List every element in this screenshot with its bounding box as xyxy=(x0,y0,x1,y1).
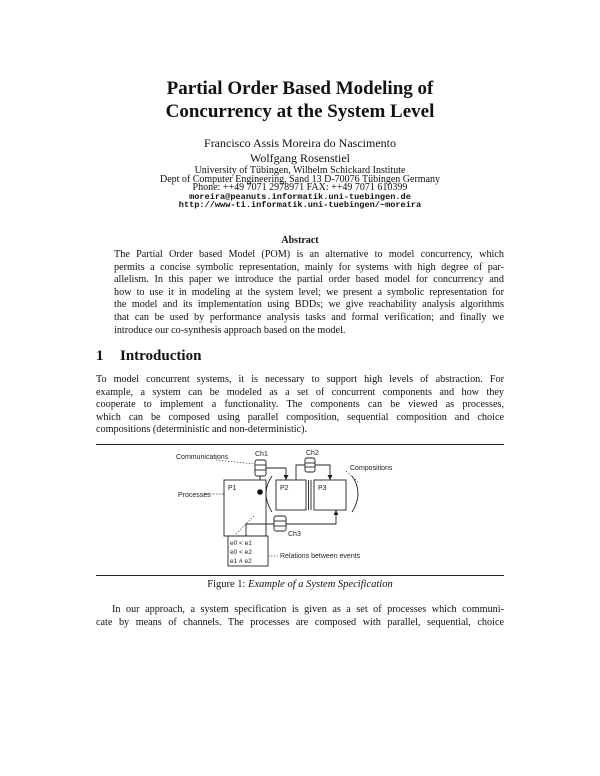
label-p2: P2 xyxy=(280,485,289,492)
figure-caption xyxy=(0,579,600,590)
intro-line: cate by means of channels. The processes are composed with parallel, sequential, choice xyxy=(96,616,504,628)
figure-top-rule xyxy=(96,444,504,445)
author-1: Francisco Assis Moreira do Nascimento xyxy=(204,136,396,150)
label-relations: Relations between events xyxy=(280,553,361,560)
abstract-line: the model and its implementation using BDDs; we give reachability analysis algorithms xyxy=(114,299,504,311)
figure-1-diagram xyxy=(96,446,504,572)
paper-title-line-1: Partial Order Based Modeling of xyxy=(166,78,434,99)
label-processes: Processes xyxy=(178,492,211,499)
relation-2: e0 < e2 xyxy=(230,549,252,556)
abstract-line: how to use it in modeling at the system level; we present a symbolic representation for xyxy=(114,286,504,298)
label-communications: Communications xyxy=(176,454,229,461)
author-url: http://www-ti.informatik.uni-tuebingen/~moreira xyxy=(178,200,422,210)
abstract-line: that can be used by performance analysis tasks and formal verification; and finally we xyxy=(114,311,504,323)
section-number: 1 xyxy=(96,348,104,364)
affiliation-line-3: Phone: ++49 7071 2978971 FAX: ++49 7071 610399 xyxy=(192,182,408,193)
affiliation-line-2: Dept of Computer Engineering, Sand 13 D-70076 Tübingen Germany xyxy=(159,174,441,185)
intro-line: In our approach, a system specification is given as a set of processes which communi- xyxy=(112,604,504,615)
composition-left-paren xyxy=(266,476,272,512)
channel-ch2 xyxy=(305,458,315,472)
abstract-line: introduce our co-synthesis approach based on the model. xyxy=(114,324,346,336)
channel-ch3 xyxy=(274,516,286,531)
author-2: Wolfgang Rosenstiel xyxy=(249,151,351,165)
figure-bottom-rule xyxy=(96,575,504,576)
relation-3: e1 # e2 xyxy=(230,558,252,565)
author-email: moreira@peanuts.informatik.uni-tuebingen.de xyxy=(189,192,411,202)
affiliation-line-1: University of Tübingen, Wilhelm Schickard Institute xyxy=(194,165,406,176)
intro-line: cooperate to implement a functionality. The components can be viewed as processes, xyxy=(96,399,504,411)
paper-title-line-2: Concurrency at the System Level xyxy=(165,101,435,122)
intro-line: which can be composed using parallel composition, sequential composition and choice xyxy=(96,411,504,423)
label-compositions: Compositions xyxy=(350,465,393,472)
abstract-line: The Partial Order based Model (POM) is an alternative to model concurrency, which xyxy=(114,249,504,260)
figure-caption-prefix: Figure 1: xyxy=(207,579,246,590)
intro-line: example, a system can be modeled as a set of concurrent components and how they xyxy=(96,386,504,398)
abstract-line: allelism. In this paper we introduce the partial order based model for concurrency and xyxy=(114,274,504,286)
intro-line: compositions (deterministic and non-deterministic). xyxy=(96,424,308,436)
intro-line: To model concurrent systems, it is necessary to support high levels of abstraction. For xyxy=(96,374,504,385)
channel-ch1 xyxy=(255,460,266,476)
label-ch3: Ch3 xyxy=(288,531,301,538)
abstract-body xyxy=(114,249,504,337)
figure-caption-text: Example of a System Specification xyxy=(248,579,393,590)
label-p1: P1 xyxy=(228,485,237,492)
event-marker xyxy=(257,489,263,495)
abstract-line: permits a concise symbolic representation, mainly for systems with high degree of par- xyxy=(114,261,504,273)
intro-paragraph-2 xyxy=(96,604,504,629)
label-ch1: Ch1 xyxy=(255,451,268,458)
label-ch2: Ch2 xyxy=(306,450,319,457)
label-p3: P3 xyxy=(318,485,327,492)
relation-1: e0 < e1 xyxy=(230,540,252,547)
abstract-heading: Abstract xyxy=(281,235,319,246)
intro-paragraph-1 xyxy=(96,374,504,437)
section-heading xyxy=(96,348,201,365)
section-title: Introduction xyxy=(120,348,202,364)
